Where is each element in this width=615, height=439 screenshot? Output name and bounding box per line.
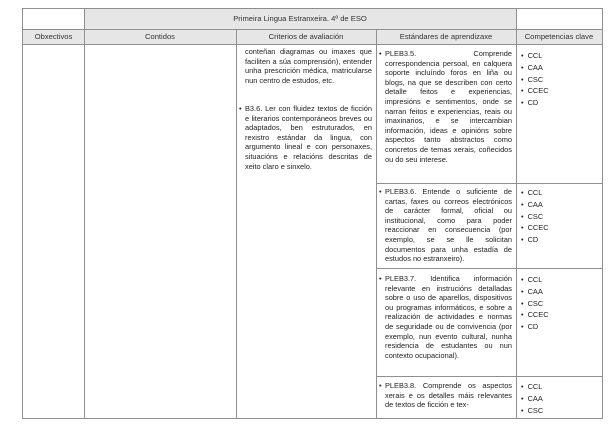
header-competences: Competencias clave	[516, 29, 602, 44]
bullet: •	[239, 104, 242, 113]
header-objectives: Obxectivos	[23, 29, 84, 44]
header-standards: Estándares de aprendizaxe	[376, 29, 516, 44]
row-divider	[376, 376, 602, 377]
competence-item: • CCL	[521, 274, 549, 286]
competence-item: • CD	[521, 234, 549, 246]
competence-item: • CCL	[521, 381, 543, 393]
competence-item: • CAA	[521, 286, 549, 298]
competence-item: • CCL	[521, 187, 549, 199]
header-criteria: Criterios de avaliación	[236, 29, 376, 44]
competence-item: • CSC	[521, 298, 549, 310]
competence-item: • CCEC	[521, 85, 549, 97]
criteria-b36: • B3.6. Ler con fluidez textos de ficción e literarios contemporáneos breves ou adaptados, ben estruturados, en rexistro estándar da lingua, con argumento lineal e con personaxes, situacións e relacións descritas de xeito claro e sinxelo.	[239, 104, 372, 171]
row-divider	[376, 183, 602, 184]
competence-item: • CD	[521, 97, 549, 109]
competence-item: • CCL	[521, 50, 549, 62]
course-title-cell	[84, 9, 516, 29]
competence-item: • CAA	[521, 62, 549, 74]
standard-item: • PLEB3.5. Comprende correspondencia persoal, en calquera soporte incluíndo foros en liña ou blogs, na que se describen con certo detalle feitos e experiencias, impresións e sentimentos, onde se narran feitos e experiencias, reais ou imaxinarios, e se intercambian información, ideas e opinións sobre aspectos tanto abstractos como concretos de temas xerais, coñecidos ou do seu interese.	[379, 49, 512, 164]
competence-list	[521, 50, 549, 109]
competence-item: • CSC	[521, 74, 549, 86]
header-contents: Contidos	[84, 29, 236, 44]
competence-list	[521, 274, 549, 333]
competence-item: • CSC	[521, 211, 549, 223]
col-divider	[376, 29, 377, 418]
col-divider	[516, 9, 517, 418]
competence-item: • CAA	[521, 393, 543, 405]
competence-list	[521, 381, 543, 416]
competence-item: • CAA	[521, 199, 549, 211]
competence-item: • CCEC	[521, 309, 549, 321]
col-divider	[236, 29, 237, 418]
competence-list	[521, 187, 549, 246]
competence-item: • CCEC	[521, 222, 549, 234]
competence-item: • CSC	[521, 405, 543, 417]
standard-item: • PLEB3.8. Comprende os aspectos xerais e os detalles máis relevantes de textos de ficción e tex-	[379, 381, 512, 410]
standard-item: • PLEB3.6. Entende o suficiente de cartas, faxes ou correos electrónicos de carácter formal, oficial ou institucional, como para poder reaccionar en consecuencia (por exemplo, se se lle solicitan documentos para unha estadía de estudos no estranxeiro).	[379, 187, 512, 264]
competence-item: • CD	[521, 321, 549, 333]
course-title: Primeira Lingua Estranxeira. 4º de ESO	[233, 14, 367, 23]
curriculum-table	[22, 8, 603, 419]
standard-item: • PLEB3.7. Identifica información relevante en instrucións detalladas sobre o uso de aparellos, dispositivos ou programas informáticos, e sobre a realización de actividades e normas de seguridade ou de convivencia (por exemplo, nun evento cultural, nunha residencia de estudantes ou nun contexto ocupacional).	[379, 274, 512, 360]
criteria-continued-text: conteñan diagramas ou imaxes que faciliten a súa comprensión), entender unha prescrición médica, matricularse nun centro de estudos, etc.	[245, 47, 372, 85]
row-divider	[376, 268, 602, 269]
col-divider	[84, 9, 85, 418]
